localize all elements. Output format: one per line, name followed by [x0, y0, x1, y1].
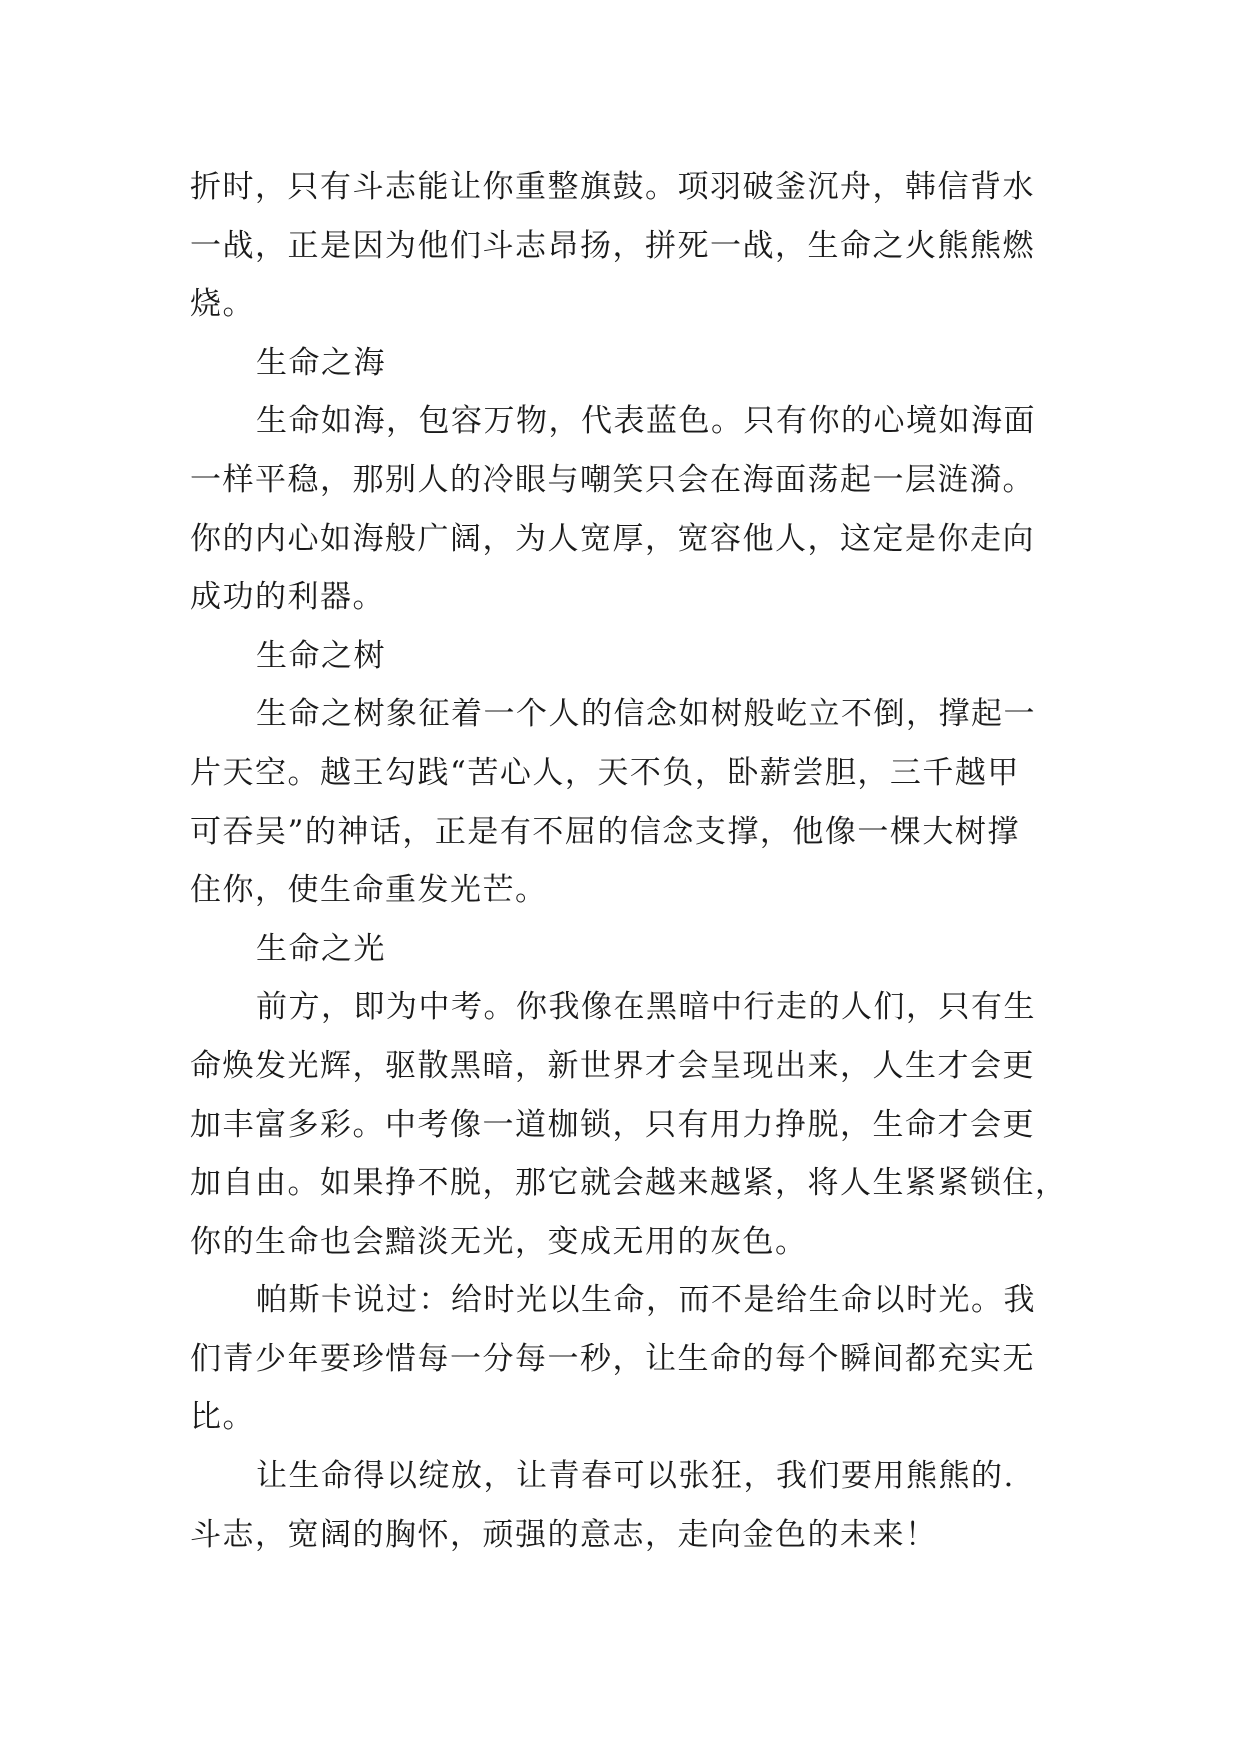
text-line: 斗志，宽阔的胸怀，顽强的意志，走向金色的未来！	[190, 1516, 938, 1553]
section-heading: 生命之光	[256, 930, 386, 967]
text-line: 们青少年要珍惜每一分每一秒，让生命的每个瞬间都充实无	[190, 1340, 1035, 1377]
text-line: 成功的利器。	[190, 579, 385, 616]
section-heading: 生命之树	[256, 637, 386, 674]
text-line: 一样平稳，那别人的冷眼与嘲笑只会在海面荡起一层涟漪。	[190, 461, 1035, 498]
section-heading: 生命之海	[256, 344, 386, 381]
text-line: 帕斯卡说过：给时光以生命，而不是给生命以时光。我	[256, 1282, 1036, 1319]
text-line: 一战，正是因为他们斗志昂扬，拼死一战，生命之火熊熊燃	[190, 227, 1035, 264]
text-line: 比。	[190, 1399, 255, 1436]
text-line: 你的内心如海般广阔，为人宽厚，宽容他人，这定是你走向	[190, 520, 1035, 557]
text-line: 生命之树象征着一个人的信念如树般屹立不倒，撑起一	[256, 696, 1036, 733]
text-line: 加自由。如果挣不脱，那它就会越来越紧，将人生紧紧锁住，	[190, 1165, 1068, 1202]
text-line: 折时，只有斗志能让你重整旗鼓。项羽破釜沉舟，韩信背水	[190, 169, 1035, 205]
text-line: 前方，即为中考。你我像在黑暗中行走的人们，只有生	[256, 989, 1036, 1026]
text-line: 可吞吴”的神话，正是有不屈的信念支撑，他像一棵大树撑	[190, 813, 1020, 850]
text-line: 片天空。越王勾践“苦心人，天不负，卧薪尝胆，三千越甲	[190, 754, 1020, 791]
text-line: 命焕发光辉，驱散黑暗，新世界才会呈现出来，人生才会更	[190, 1047, 1035, 1084]
text-line: 加丰富多彩。中考像一道枷锁，只有用力挣脱，生命才会更	[190, 1106, 1035, 1143]
text-line: 烧。	[190, 286, 255, 323]
text-line: 生命如海，包容万物，代表蓝色。只有你的心境如海面	[256, 403, 1036, 440]
text-line: 让生命得以绽放，让青春可以张狂，我们要用熊熊的.	[256, 1458, 1015, 1495]
text-line: 你的生命也会黯淡无光，变成无用的灰色。	[190, 1223, 808, 1260]
document-body	[190, 158, 1070, 1564]
text-line: 住你，使生命重发光芒。	[190, 872, 548, 909]
